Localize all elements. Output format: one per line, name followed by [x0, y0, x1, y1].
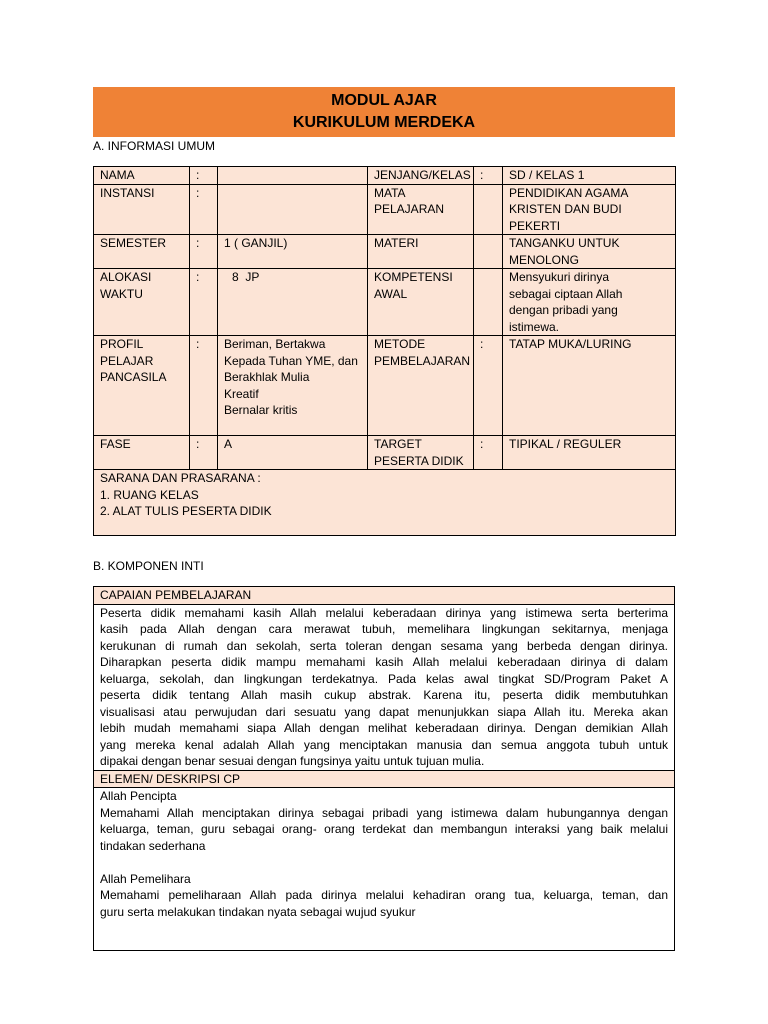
text-line: dipakai dengan benar sesuai dengan fungsinya yaitu untuk tujuan mulia. — [100, 754, 485, 768]
value-materi — [503, 235, 676, 269]
text-line: lebih mudah memahami siapa Allah dengan melihat keberadaan dirinya. Dengan demikian Allah — [100, 721, 668, 735]
row-nama — [94, 167, 676, 185]
label-line: TARGET — [374, 437, 422, 451]
sep: : — [190, 167, 218, 185]
elemen-sub-1: Allah Pencipta — [100, 789, 177, 803]
label-line: METODE — [374, 337, 426, 351]
sep: : — [190, 269, 218, 336]
sep — [474, 269, 503, 336]
value-instansi — [218, 184, 368, 235]
value-line: PEKERTI — [509, 218, 561, 233]
row-capaian-head — [94, 587, 675, 605]
section-a-heading: A. INFORMASI UMUM — [93, 139, 215, 153]
label-profil — [94, 336, 190, 436]
capaian-title: CAPAIAN PEMBELAJARAN — [94, 587, 675, 605]
label-nama: NAMA — [94, 167, 190, 185]
text-line: Diharapkan peserta didik mampu memahami kasih Allah melalui keberadaan dirinya di dalam — [100, 655, 668, 669]
general-info-table — [93, 166, 676, 536]
text-line: keluarga, sekolah, dan lingkungan terdekatnya. Pada kelas awal tingkat SD/Program Paket A — [100, 671, 668, 686]
value-fase: A — [218, 436, 368, 470]
value-nama — [218, 167, 368, 185]
value-jenjang: SD / KELAS 1 — [503, 167, 676, 185]
sep: : — [190, 235, 218, 269]
label-line: WAKTU — [100, 286, 143, 301]
title-line-2: KURIKULUM MERDEKA — [292, 114, 476, 131]
row-instansi — [94, 184, 676, 235]
text-line: Memahami Allah menciptakan dirinya sebagai pribadi yang istimewa dalam hubungannya dengan — [100, 805, 668, 820]
value-line: Bernalar kritis — [224, 403, 298, 417]
row-sarana — [94, 470, 676, 536]
row-semester — [94, 235, 676, 269]
label-materi: MATERI — [368, 235, 474, 269]
value-line: istimewa. — [509, 319, 560, 334]
label-alokasi — [94, 269, 190, 336]
label-kompetensi — [368, 269, 474, 336]
sep: : — [474, 436, 503, 470]
value-line: KRISTEN DAN BUDI — [509, 202, 622, 216]
label-target — [368, 436, 474, 470]
label-line: PELAJARAN — [374, 202, 445, 216]
sep: : — [190, 436, 218, 470]
sep: : — [190, 336, 218, 436]
text-line: yang mereka kenal adalah Allah yang menciptakan manusia dan semua anggota tubuh untuk — [100, 737, 668, 752]
value-line: Berakhlak Mulia — [224, 370, 310, 384]
text-line: Peserta didik memahami kasih Allah melalui keberadaan dirinya yang istimewa serta berterima — [100, 605, 668, 620]
value-alokasi: 8 JP — [218, 269, 368, 336]
label-line: PEMBELAJARAN — [374, 353, 471, 368]
label-line: AWAL — [374, 286, 408, 301]
elemen-paragraph-1 — [100, 805, 668, 855]
label-line: PELAJAR — [100, 353, 154, 368]
sep: : — [474, 336, 503, 436]
title-line-1: MODUL AJAR — [331, 92, 437, 109]
label-instansi: INSTANSI — [94, 184, 190, 235]
row-elemen-body — [94, 788, 675, 951]
elemen-sub-2: Allah Pemelihara — [100, 871, 191, 886]
label-mapel — [368, 184, 474, 235]
row-fase — [94, 436, 676, 470]
module-title-banner — [93, 87, 675, 137]
value-line: sebagai ciptaan Allah — [509, 286, 623, 301]
label-semester: SEMESTER — [94, 235, 190, 269]
label-line: PROFIL — [100, 337, 144, 351]
value-line: Mensyukuri dirinya — [509, 270, 610, 284]
label-line: PESERTA DIDIK — [374, 453, 464, 468]
value-mapel — [503, 184, 676, 235]
text-line: kasih pada Allah dengan cara merawat tubuh, memelihara lingkungan sekitarnya, menjaga — [100, 622, 668, 636]
label-line: PANCASILA — [100, 370, 167, 384]
text-line: Memahami pemeliharaan Allah pada dirinya melalui kehadiran orang tua, keluarga, teman, dan — [100, 888, 668, 902]
elemen-paragraph-2 — [100, 887, 668, 920]
elemen-body — [94, 788, 675, 951]
section-b-heading: B. KOMPONEN INTI — [93, 559, 204, 573]
sep: : — [474, 167, 503, 185]
text-line: visualisasi atau perwujudan dari sesuatu yang dapat menunjukkan siapa Allah itu. Mereka akan — [100, 704, 668, 719]
value-line: dengan pribadi yang — [509, 303, 618, 317]
label-line: KOMPETENSI — [374, 270, 453, 284]
value-profil — [218, 336, 368, 436]
value-line: MENOLONG — [509, 252, 580, 267]
spacer — [100, 854, 668, 871]
sarana-cell — [94, 470, 676, 536]
value-line: PENDIDIKAN AGAMA — [509, 185, 629, 200]
core-components-table — [93, 586, 675, 951]
elemen-title: ELEMEN/ DESKRIPSI CP — [94, 770, 675, 788]
sarana-item: 1. RUANG KELAS — [100, 487, 199, 502]
label-jenjang: JENJANG/KELAS — [368, 167, 474, 185]
sep — [474, 235, 503, 269]
text-line: kerukunan di rumah dan sekolah, serta toleran dengan sesama yang berbeda dengan dirinya. — [100, 638, 668, 653]
label-metode — [368, 336, 474, 436]
value-target: TIPIKAL / REGULER — [503, 436, 676, 470]
sep: : — [190, 184, 218, 235]
row-elemen-head — [94, 770, 675, 788]
sep — [474, 184, 503, 235]
text-line: guru serta melakukan tindakan nyata sebagai wujud syukur — [100, 904, 416, 919]
value-metode: TATAP MUKA/LURING — [503, 336, 676, 436]
label-line: MATA — [374, 185, 406, 200]
value-line: Kepada Tuhan YME, dan — [224, 353, 358, 368]
row-profil — [94, 336, 676, 436]
value-semester: 1 ( GANJIL) — [218, 235, 368, 269]
text-line: peserta didik tentang Allah masih cukup abstrak. Karena itu, peserta didik membutuhkan — [100, 688, 668, 702]
text-line: tindakan sederhana — [100, 838, 206, 853]
value-kompetensi — [503, 269, 676, 336]
label-fase: FASE — [94, 436, 190, 470]
capaian-body — [94, 604, 675, 770]
value-line: Beriman, Bertakwa — [224, 337, 326, 351]
row-alokasi — [94, 269, 676, 336]
sarana-title: SARANA DAN PRASARANA : — [100, 471, 261, 485]
value-line: Kreatif — [224, 386, 259, 401]
label-line: ALOKASI — [100, 270, 152, 284]
sarana-item: 2. ALAT TULIS PESERTA DIDIK — [100, 504, 272, 518]
row-capaian-body — [94, 604, 675, 770]
text-line: keluarga, teman, guru sebagai orang- orang terdekat dan membangun interaksi yang baik melalui — [100, 822, 668, 836]
value-line: TANGANKU UNTUK — [509, 236, 620, 250]
